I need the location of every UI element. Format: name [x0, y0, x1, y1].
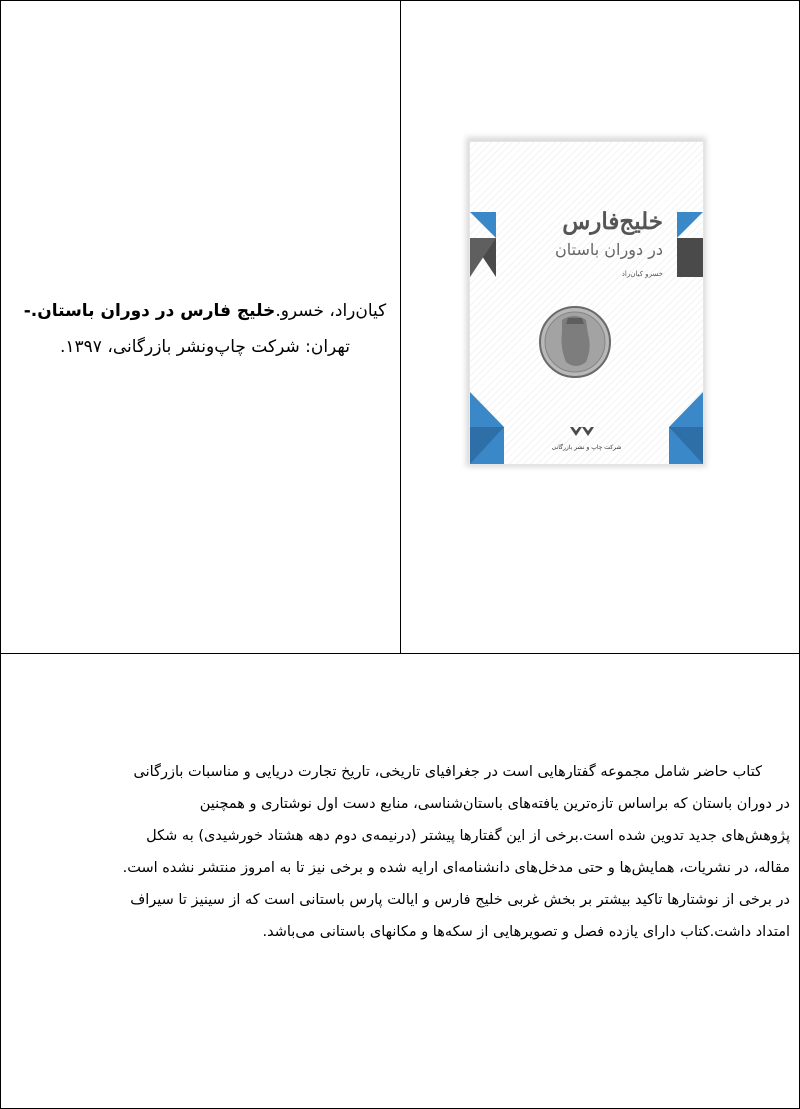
citation-line-2: تهران: شرکت چاپ‌ونشر بازرگانی، ۱۳۹۷.: [59, 337, 350, 357]
description-line: مقاله، در نشریات، همایش‌ها و حتی مدخل‌های دانشنامه‌ای ارایه شده و برخی نیز تا به امروز منتشر نشده است.: [122, 860, 790, 876]
cover-author: خسرو کیان‌راد: [621, 270, 663, 278]
column-divider: [400, 0, 401, 653]
book-cover: [469, 141, 704, 465]
citation: [20, 293, 390, 365]
description-line: کتاب حاضر شامل مجموعه گفتارهایی است در جغرافیای تاریخی، تاریخ تجارت دریایی و مناسبات بازرگانی: [133, 764, 762, 780]
row-divider: [0, 653, 800, 654]
cover-publisher: شرکت چاپ و نشر بازرگانی: [551, 444, 622, 451]
citation-title: خلیج فارس در دوران باستان: [37, 301, 276, 321]
cover-triangle-tr: [677, 212, 703, 238]
description-line: پژوهش‌های جدید تدوین شده است.برخی از این گفتارها پیشتر (درنیمه‌ی دوم دهه هشتاد خورشیدی) به شکل: [146, 828, 790, 844]
description-line: امتداد داشت.کتاب دارای یازده فصل و تصویرهایی از سکه‌ها و مکانهای باستانی می‌باشد.: [262, 924, 790, 940]
cover-block-tr: [677, 238, 703, 277]
description-line: در دوران باستان که براساس تازه‌ترین یافته‌های باستان‌شناسی، منابع دست اول نوشتاری و همچنین: [199, 796, 790, 812]
cover-subtitle: در دوران باستان: [555, 240, 663, 259]
citation-separator: .-: [23, 301, 38, 321]
description-line: در برخی از نوشتارها تاکید بیشتر بر بخش غربی خلیج فارس و ایالت پارس باستانی است که از سینیز تا سیراف: [130, 892, 790, 908]
cover-graphics: [470, 142, 703, 464]
cover-triangle-tl: [470, 212, 496, 238]
citation-line-1: [20, 293, 390, 329]
cover-title: خلیج‌فارس: [562, 208, 663, 235]
publisher-logo-icon: [570, 427, 582, 436]
citation-author: کیان‌راد، خسرو.: [275, 301, 387, 321]
